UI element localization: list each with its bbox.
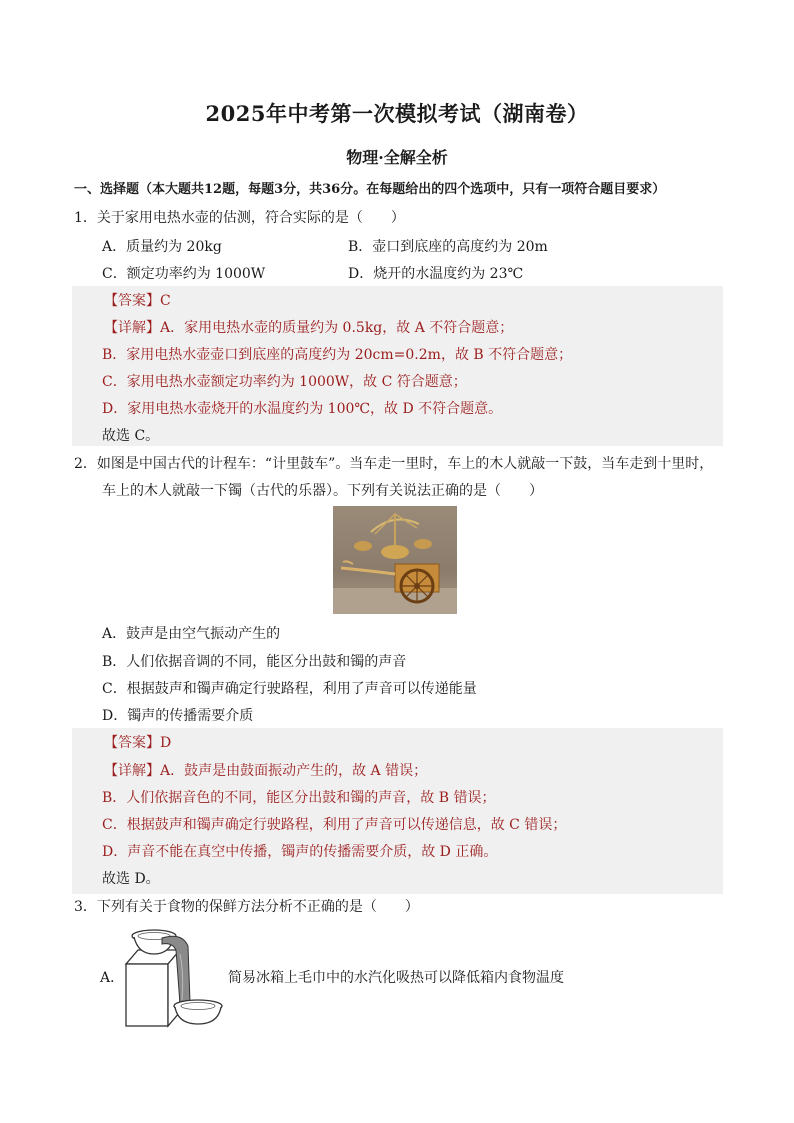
q2-detail-3: C．根据鼓声和镯声确定行驶路程，利用了声音可以传递信息，故 C 错误； [102,817,567,833]
q2-option-a: A．鼓声是由空气振动产生的 [102,626,281,642]
q1-option-b: B．壶口到底座的高度约为 20m [348,239,548,255]
q2-solution-box [72,728,723,894]
q2-option-b: B．人们依据音调的不同，能区分出鼓和镯的声音 [102,654,407,670]
q1-option-d: D．烧开的水温度约为 23℃ [348,266,524,282]
question-1-stem: 1．关于家用电热水壶的估测，符合实际的是（ ） [74,210,405,226]
drum-cart-photo [333,506,457,614]
q1-option-a: A．质量约为 20kg [102,239,222,255]
exam-title: 2025年中考第一次模拟考试（湖南卷） [205,101,589,126]
q1-detail-4: D．家用电热水壶烧开的水温度约为 100℃，故 D 不符合题意。 [102,401,503,417]
q1-answer: 【答案】C [104,293,171,309]
q3-option-a-label: A． [100,970,125,986]
q2-answer: 【答案】D [104,735,172,751]
q1-detail-3: C．家用电热水壶额定功率约为 1000W，故 C 符合题意； [102,374,467,390]
section-heading: 一、选择题（本大题共12题，每题3分，共36分。在每题给出的四个选项中，只有一项符合题目要求） [74,182,666,197]
q1-solution-box [72,286,723,446]
q2-detail-label: 【详解】 [104,763,160,779]
q1-detail-1: 【详解】A．家用电热水壶的质量约为 0.5kg，故 A 不符合题意； [104,320,514,336]
q2-conclusion: 故选 D。 [102,871,160,887]
q2-option-d: D．镯声的传播需要介质 [102,708,254,724]
question-2-stem-line-2: 车上的木人就敲一下镯（古代的乐器）。下列有关说法正确的是（ ） [102,483,543,499]
q2-option-c: C．根据鼓声和镯声确定行驶路程，利用了声音可以传递能量 [102,681,477,697]
q2-detail-1: 【详解】A．鼓声是由鼓面振动产生的，故 A 错误； [104,763,428,779]
q2-detail-4: D．声音不能在真空中传播，镯声的传播需要介质，故 D 正确。 [102,844,498,860]
q1-detail-label: 【详解】 [104,320,160,336]
q1-detail-2: B．家用电热水壶壶口到底座的高度约为 20cm=0.2m，故 B 不符合题意； [102,347,573,363]
q2-detail-2: B．人们依据音色的不同，能区分出鼓和镯的声音，故 B 错误； [102,790,496,806]
question-2-stem-line-1: 2．如图是中国古代的计程车：“计里鼓车”。当车走一里时，车上的木人就敲一下鼓，当车走到十里时， [74,456,714,472]
q3-option-a-text: 简易冰箱上毛巾中的水汽化吸热可以降低箱内食物温度 [228,970,564,986]
q1-conclusion: 故选 C。 [102,428,160,444]
question-3-stem: 3．下列有关于食物的保鲜方法分析不正确的是（ ） [74,899,419,915]
q1-option-c: C．额定功率约为 1000W [102,266,266,282]
exam-subtitle: 物理·全解全析 [346,148,448,167]
simple-icebox-diagram [118,924,230,1030]
